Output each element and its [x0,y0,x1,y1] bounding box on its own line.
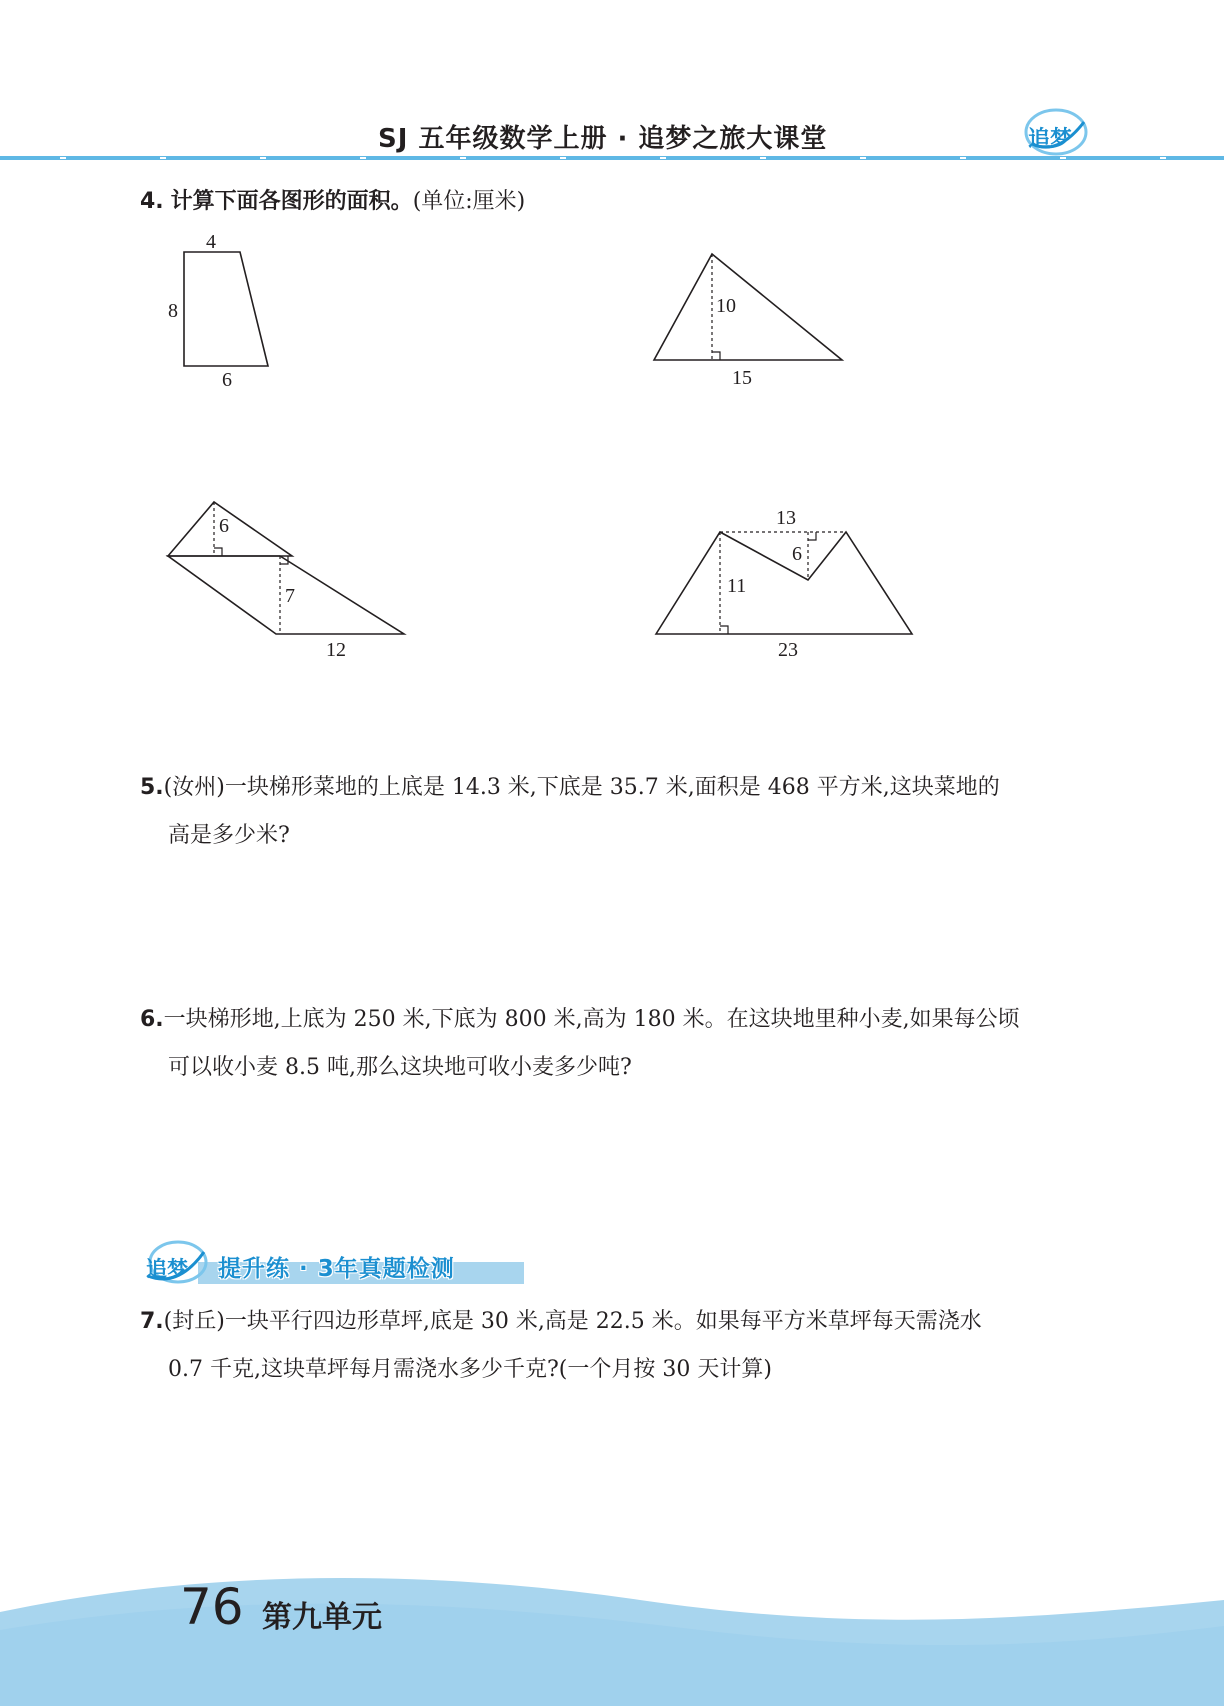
parallelogram-base-label: 12 [326,639,346,661]
trapezoid-11-height-label: 11 [727,575,747,597]
section-title: 提升练 · 3年真题检测 [218,1256,455,1282]
trapezoid-23-bottom-label: 23 [778,639,798,661]
notch-height-label: 6 [792,543,802,565]
trapezoid-top-label: 4 [206,231,216,253]
unit-note: (单位:厘米) [412,189,526,214]
logo-text: 追梦 [1028,127,1073,152]
header-title: SJ 五年级数学上册 · 追梦之旅大课堂 [378,124,828,154]
header-rule [0,154,1224,164]
page-number: 76 [180,1578,244,1636]
triangle-figure [650,246,850,394]
question-5 [140,764,1080,860]
question-number: 6. [140,1007,164,1032]
question-number: 5. [140,775,164,800]
question-number: 7. [140,1309,164,1334]
parallelogram-height-label: 7 [285,585,295,607]
triangle-height-label: 10 [716,295,736,317]
zhuimeng-logo [1018,104,1090,160]
triangle-base-label: 15 [732,367,752,389]
parallelogram-triangle-figure [164,496,420,668]
question-7 [140,1298,1080,1394]
triangle-height-6-label: 6 [219,515,229,537]
notch-top-label: 13 [776,507,796,529]
trapezoid-bottom-label: 6 [222,369,232,391]
section-banner [140,1236,525,1290]
logo-text: 追梦 [146,1257,188,1281]
question-text-line1: 一块梯形地,上底为 250 米,下底为 800 米,高为 180 米。在这块地里种小麦,如果每公顷 [163,1007,1020,1032]
question-number: 4. [140,189,164,214]
question-6 [140,996,1080,1092]
question-text-line2: 可以收小麦 8.5 吨,那么这块地可收小麦多少吨? [168,1055,632,1080]
notched-trapezoid-figure [650,500,918,666]
trapezoid-height-label: 8 [168,300,178,322]
unit-title: 第九单元 [262,1600,382,1635]
question-text: 计算下面各图形的面积。 [170,189,413,214]
question-4 [140,178,1080,226]
zhuimeng-logo [140,1236,210,1290]
question-text-line1: (汝州)一块梯形菜地的上底是 14.3 米,下底是 35.7 米,面积是 468 平方米,这块菜地的 [163,775,1000,800]
question-text-line1: (封丘)一块平行四边形草坪,底是 30 米,高是 22.5 米。如果每平方米草坪每天需浇水 [163,1309,982,1334]
trapezoid-figure [160,226,280,394]
question-text-line2: 高是多少米? [168,823,290,848]
question-text-line2: 0.7 千克,这块草坪每月需浇水多少千克?(一个月按 30 天计算) [168,1357,772,1382]
